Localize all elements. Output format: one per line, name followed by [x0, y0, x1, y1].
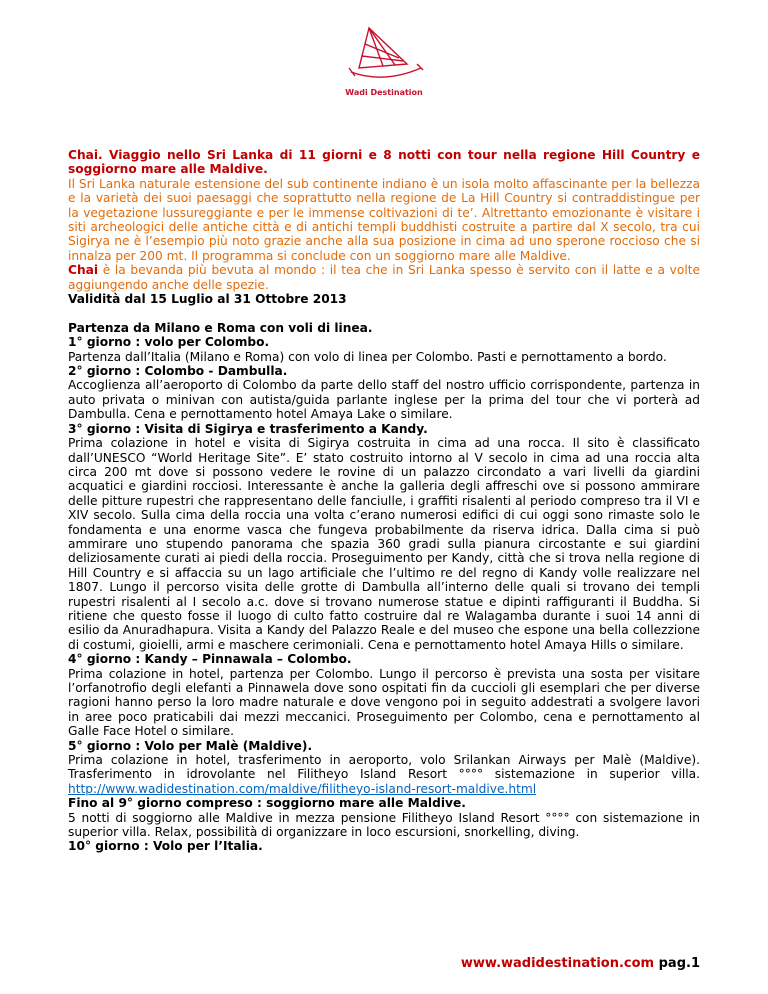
resort-link[interactable]: http://www.wadidestination.com/maldive/filitheyo-island-resort-maldive.html [68, 781, 537, 796]
day-2-heading: 2° giorno : Colombo - Dambulla. [68, 364, 288, 379]
footer-site: www.wadidestination.com [460, 956, 655, 971]
day-6-9-heading: Fino al 9° giorno compreso : soggiorno mare alle Maldive. [68, 796, 466, 811]
document-title: Chai. Viaggio nello Sri Lanka di 11 giorni e 8 notti con tour nella regione Hill Country e soggiorno mare alle Maldive. [68, 148, 700, 177]
day-2-text: Accoglienza all’aeroporto di Colombo da parte dello staff del nostro ufficio corrispondente, partenza in auto privata o minivan con autista/guida parlante inglese per la prima del tour che vi porterà ad Dambulla. Cena e pernottamento hotel Amaya Lake o similare. [68, 378, 700, 422]
chai-word: Chai [68, 263, 99, 278]
wadi-destination-logo [329, 18, 439, 104]
departure-line: Partenza da Milano e Roma con voli di linea. [68, 320, 373, 335]
day-3-heading: 3° giorno : Visita di Sigirya e trasferimento a Kandy. [68, 421, 428, 436]
intro-paragraph: Il Sri Lanka naturale estensione del sub continente indiano è un isola molto affascinante per la bellezza e la varietà dei suoi paesaggi che soprattutto nella regione de La Hill Country si contraddistingue per la vegetazione lussureggiante e per le immense coltivazioni di te’. Altrettanto emozionante è visitare i siti archeologici delle antiche città e di antichi templi buddhisti costruite a partire dal X secolo, tra cui Sigirya ne è l’esempio più noto grazie anche alla sua posizione in cima ad uno sperone roccioso che si innalza per 200 mt. Il programma si conclude con un soggiorno mare alle Maldive. [68, 176, 700, 263]
chai-text: è la bevanda più bevuta al mondo : il tea che in Sri Lanka spesso è servito con il latte e a volte aggiungendo anche delle spezie. [68, 263, 700, 292]
day-5-paragraph [68, 753, 700, 796]
day-4-text: Prima colazione in hotel, partenza per Colombo. Lungo il percorso è prevista una sosta per visitare l’orfanotrofio degli elefanti a Pinnawela dove sono ospitati fin da cuccioli gli esemplari che per diverse ragioni hanno perso la loro madre naturale e dove vengono poi in seguito addestrati a svolgere lavori in aree poco praticabili dai mezzi meccanici. Proseguimento per Colombo, cena e pernottamento al Galle Face Hotel o similare. [68, 666, 700, 739]
document-body [68, 148, 700, 854]
logo-brand-text: Wadi Destination [345, 88, 423, 97]
page-number: pag.1 [658, 956, 700, 971]
day-5-heading: 5° giorno : Volo per Malè (Maldive). [68, 738, 313, 753]
day-6-9-text: 5 notti di soggiorno alle Maldive in mezza pensione Filitheyo Island Resort °°°° con sistemazione in superior villa. Relax, possibilità di organizzare in loco escursioni, snorkelling, diving. [68, 810, 700, 840]
day-1-text: Partenza dall’Italia (Milano e Roma) con volo di linea per Colombo. Pasti e pernottamento a bordo. [68, 349, 667, 364]
boat-sail-logo-icon [329, 18, 439, 90]
day-3-text: Prima colazione in hotel e visita di Sigirya costruita in cima ad una rocca. Il sito è classificato dall’UNESCO “World Heritage Site”. E’ stato costruito intorno al V secolo in cima ad una roccia alta circa 200 mt dove si possono vedere le rovine di un palazzo circondato a vari livelli da giardini acquatici e giardini rocciosi. Interessante è anche la galleria degli affreschi ove si possono ammirare delle pitture rupestri che rappresentano delle fanciulle, i graffiti risalenti al periodo compreso tra il VI e XIV secolo. Sulla cima della roccia una volta c’erano numerosi edifici di cui oggi sono rimaste solo le fondamenta e una enorme vasca che fungeva probabilmente da riserva idrica. Dalla cima si può ammirare uno stupendo panorama che spazia 360 gradi sulla pianura circostante e sui giardini deliziosamente curati ai piedi della roccia. Proseguimento per Kandy, città che si trova nella regione di Hill Country e si affaccia su un lago artificiale che l’ultimo re del regno di Kandy volle realizzare nel 1807. Lungo il percorso visita delle grotte di Dambulla all’interno delle quali si trovano dei templi rupestri risalenti al I secolo a.c. dove si trovano numerose statue e dipinti raffiguranti il Buddha. Si ritiene che questo fosse il luogo di culto fatto costruire dal re Walagamba durante i suoi 14 anni di esilio da Anuradhapura. Visita a Kandy del Palazzo Reale e del museo che espone una bella collezzione di costumi, gioielli, armi e maschere cerimoniali. Cena e pernottamento hotel Amaya Hills o similare. [68, 436, 700, 652]
chai-paragraph [68, 263, 700, 292]
day-10-heading: 10° giorno : Volo per l’Italia. [68, 839, 263, 854]
day-1-heading: 1° giorno : volo per Colombo. [68, 335, 270, 350]
validity-line: Validità dal 15 Luglio al 31 Ottobre 2013 [68, 292, 347, 307]
day-4-heading: 4° giorno : Kandy – Pinnawala – Colombo. [68, 652, 352, 667]
day-5-text: Prima colazione in hotel, trasferimento in aeroporto, volo Srilankan Airways per Malè (Maldive). Trasferimento in idrovolante nel Filitheyo Island Resort °°°° sistemazione in superior villa. [68, 753, 700, 782]
page-footer [461, 956, 700, 971]
